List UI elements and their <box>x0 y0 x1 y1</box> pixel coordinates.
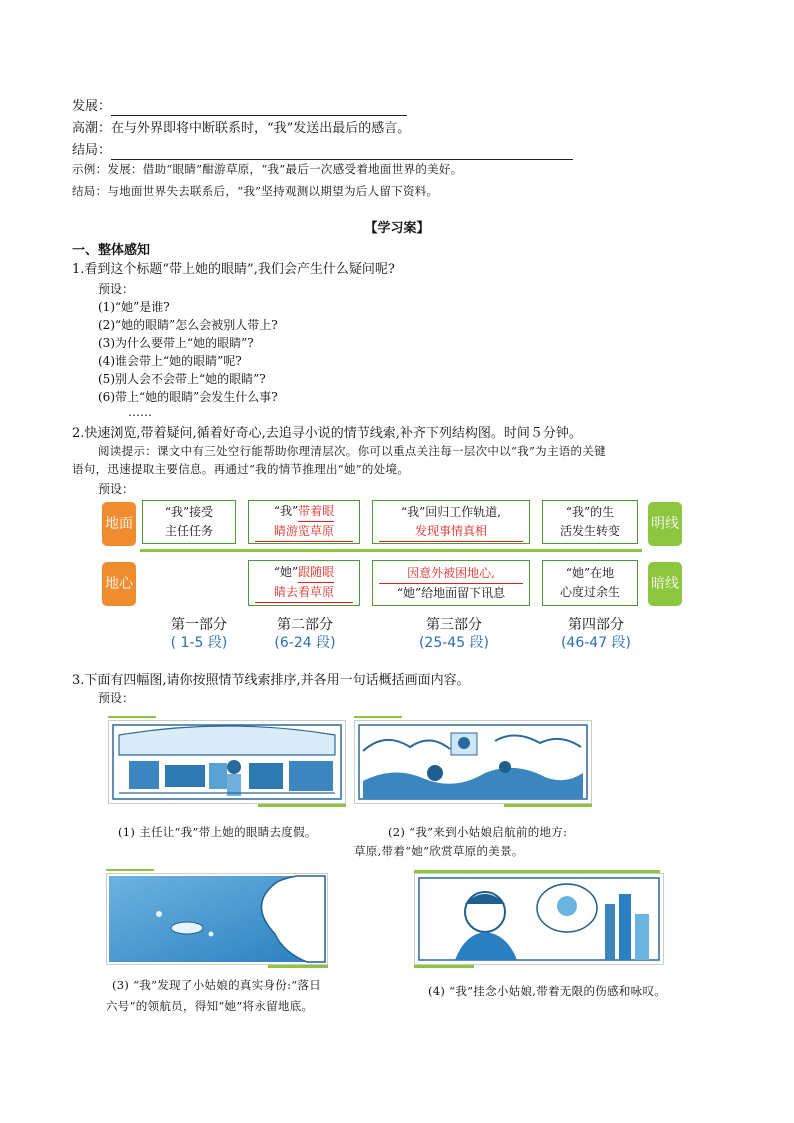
ground-label: 地面 <box>102 502 136 546</box>
box-line: “她”给地面留下讯息 <box>396 585 506 600</box>
ground-box-2 <box>248 500 360 544</box>
ellipsis: …… <box>128 405 152 419</box>
illustration-1 <box>108 720 346 804</box>
part-1 <box>154 616 244 652</box>
core-box-3 <box>542 560 638 606</box>
pic-accent <box>108 716 156 718</box>
box-line: “我”回归工作轨道, <box>400 504 502 519</box>
pic-accent <box>258 804 346 807</box>
question-item: (1)“她”是谁? <box>98 300 170 314</box>
preset-label-3: 预设： <box>98 691 135 705</box>
ground-box-3 <box>372 500 530 544</box>
preset-label-2: 预设： <box>98 482 135 496</box>
grassland-drawing <box>355 721 591 803</box>
core-box-1 <box>248 560 360 606</box>
caption-1: (1) 主任让“我”带上她的眼睛去度假。 <box>118 825 317 839</box>
pic-accent <box>268 965 328 968</box>
question-item: (2)“她的眼睛”怎么会被别人带上? <box>98 318 278 332</box>
question-item: (5)别人会不会带上“她的眼睛”? <box>98 372 266 386</box>
space-drawing <box>107 874 327 964</box>
illustration-4 <box>414 873 664 965</box>
filled-answer: 睛去看草原 <box>255 583 353 603</box>
control-room-drawing <box>109 721 345 803</box>
core-label: 地心 <box>102 562 136 606</box>
illustration-3 <box>106 873 328 965</box>
part-name: 第二部分 <box>277 617 333 633</box>
part-name: 第三部分 <box>426 617 482 633</box>
pic-accent <box>106 869 154 871</box>
caption-2a: (2) “我”来到小姑娘启航前的地方: <box>388 825 568 839</box>
box-text: “我” <box>273 504 299 518</box>
ending-label: 结局： <box>72 143 112 158</box>
climax-line: 高潮：在与外界即将中断联系时，“我”发送出最后的感言。 <box>72 121 411 136</box>
box-line: “我”的生 <box>565 505 615 519</box>
dark-line-label: 暗线 <box>648 562 682 606</box>
filled-answer: 跟随眼 <box>298 563 334 583</box>
filled-answer: 因意外被困地心, <box>379 564 523 584</box>
reading-hint-1: 阅读提示：课文中有三处空行能帮助你理清层次。你可以重点关注每一层次中以“我”为主语的关键 <box>98 444 606 458</box>
caption-2b: 草原,带着“她”欣赏草原的美景。 <box>354 844 524 858</box>
question-item: (3)为什么要带上“她的眼睛”? <box>98 336 254 350</box>
ending-blank[interactable] <box>111 146 573 160</box>
pic-accent <box>354 716 402 718</box>
core-box-2 <box>372 560 530 606</box>
box-text: “她” <box>273 565 299 579</box>
box-line <box>255 502 353 522</box>
filled-answer: 睛游览草原 <box>255 522 353 542</box>
question-item: (6)带上“她的眼睛”会发生什么事? <box>98 390 278 404</box>
bright-line-label: 明线 <box>648 502 682 546</box>
illustration-2 <box>354 720 592 804</box>
caption-3a: (3) “我”发现了小姑娘的真实身份:“落日 <box>112 978 322 992</box>
box-line <box>255 563 353 583</box>
part-range: (6-24 段) <box>274 635 336 651</box>
caption-3b: 六号”的领航员，得知“她”将永留地底。 <box>106 999 314 1013</box>
preset-label-1: 预设： <box>98 282 135 296</box>
section-title: 【学习案】 <box>364 221 430 236</box>
question-3: 3.下面有四幅图,请你按照情节线索排序,并各用一句话概括画面内容。 <box>72 673 470 688</box>
part-3 <box>404 616 504 652</box>
example-development: 示例：发展：借助“眼睛”酣游草原，“我”最后一次感受着地面世界的美好。 <box>72 162 463 176</box>
development-line <box>72 98 407 116</box>
dev-label: 发展： <box>72 99 112 114</box>
part-name: 第四部分 <box>568 617 624 633</box>
caption-4: (4) “我”挂念小姑娘,带着无限的伤感和咏叹。 <box>428 984 667 998</box>
divider-bar <box>140 549 642 552</box>
pic-accent <box>414 965 474 968</box>
dev-blank[interactable] <box>111 102 407 116</box>
ground-box-1 <box>142 500 236 544</box>
question-item: (4)谁会带上“她的眼睛”呢? <box>98 354 242 368</box>
ground-box-4 <box>542 500 638 544</box>
reading-hint-2: 语句，迅速提取主要信息。再通过“我的情节推理出“她”的处境。 <box>72 462 410 476</box>
part-range: ( 1-5 段) <box>170 635 228 651</box>
filled-answer: 发现事情真相 <box>379 522 523 542</box>
part-range: (25-45 段) <box>418 635 490 651</box>
part-2 <box>260 616 350 652</box>
part-4 <box>546 616 646 652</box>
box-line: 心度过余生 <box>559 585 620 599</box>
ending-line <box>72 142 573 160</box>
question-2: 2.快速浏览,带着疑问,循着好奇心,去追寻小说的情节线索,补齐下列结构图。时间５分钟。 <box>72 426 582 441</box>
example-ending: 结局：与地面世界失去联系后，“我”坚持观测以期望为后人留下资料。 <box>72 184 439 198</box>
overall-heading: 一、整体感知 <box>72 243 151 258</box>
part-name: 第一部分 <box>171 617 227 633</box>
box-line: “她”在地 <box>565 566 615 580</box>
box-line: 活发生转变 <box>559 524 620 538</box>
box-line: “我”接受 <box>164 505 214 519</box>
box-line: 主任任务 <box>164 524 213 538</box>
filled-answer: 带着眼 <box>298 502 334 522</box>
question-1: 1.看到这个标题“带上她的眼睛”,我们会产生什么疑问呢? <box>72 262 395 277</box>
structure-diagram <box>100 500 680 660</box>
longing-drawing <box>415 874 663 964</box>
part-range: (46-47 段) <box>560 635 632 651</box>
pic-accent <box>504 804 592 807</box>
